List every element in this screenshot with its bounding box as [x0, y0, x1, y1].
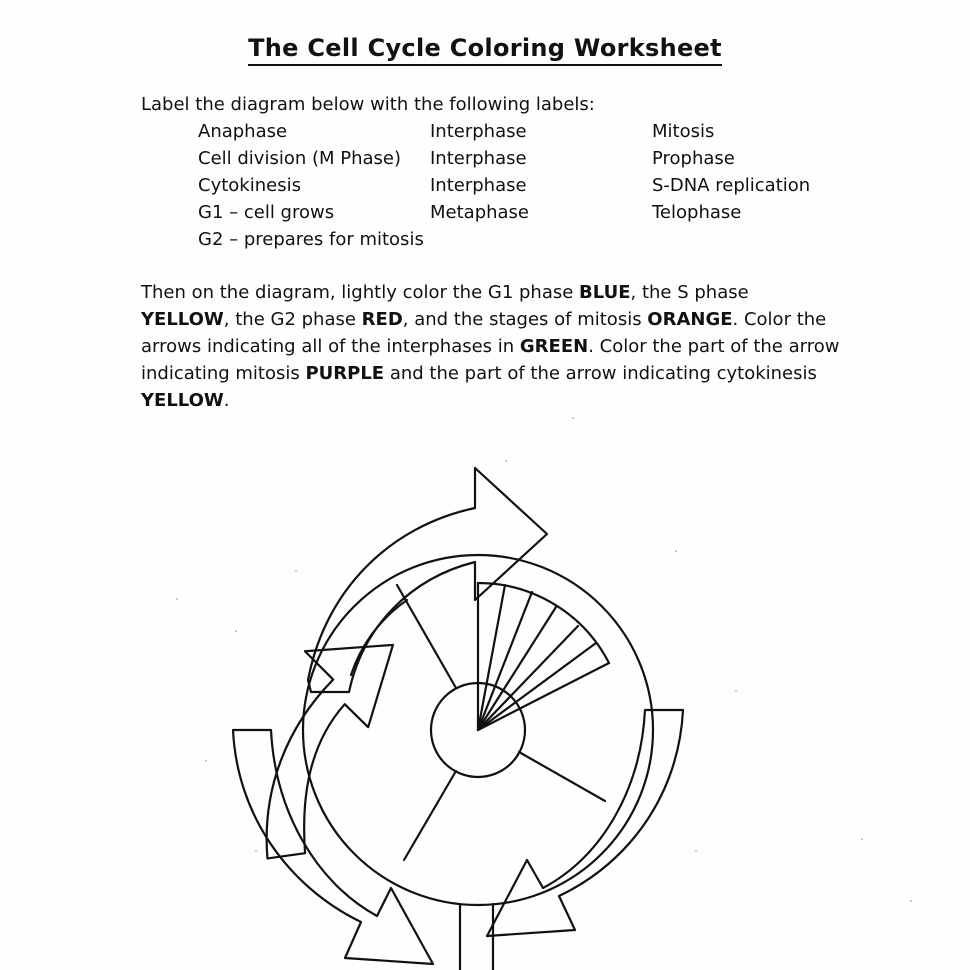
color-word-orange: ORANGE — [647, 309, 733, 330]
speckle — [910, 900, 912, 902]
outer-arrow-left — [240, 639, 420, 858]
text-fragment: , the S phase — [630, 282, 749, 303]
speckle — [255, 850, 257, 852]
outer-arrow-bottom-left — [233, 730, 433, 964]
text-fragment: . — [223, 390, 230, 411]
color-word-yellow: YELLOW — [141, 309, 224, 330]
label-cell: Prophase — [652, 148, 735, 169]
label-list — [198, 121, 898, 256]
speckle — [176, 598, 178, 600]
color-word-yellow-2: YELLOW — [141, 390, 224, 411]
speckle — [205, 760, 207, 762]
label-row — [198, 202, 898, 229]
coloring-instructions — [141, 279, 841, 414]
color-word-purple: PURPLE — [305, 363, 385, 384]
outer-arrow-top — [308, 468, 547, 692]
fan-left-arc — [351, 600, 407, 675]
outer-arrow-right — [487, 710, 683, 936]
speckle — [505, 460, 507, 462]
color-word-green: GREEN — [519, 336, 589, 357]
speckle — [572, 417, 574, 419]
text-fragment: . Color the part of the arrow indicating mitosis — [141, 336, 840, 384]
label-cell: Interphase — [430, 121, 527, 142]
color-word-blue: BLUE — [579, 282, 631, 303]
label-cell: G2 – prepares for mitosis — [198, 229, 424, 250]
text-fragment: . Color the arrows indicating all of the interphases in — [141, 309, 827, 357]
label-cell: Anaphase — [198, 121, 288, 142]
cell-cycle-wheel-diagram — [175, 430, 815, 970]
label-cell: Metaphase — [430, 202, 530, 223]
label-cell: G1 – cell grows — [198, 202, 335, 223]
fan-divider — [478, 626, 578, 730]
label-row — [198, 148, 898, 175]
label-row — [198, 229, 898, 256]
label-row — [198, 175, 898, 202]
label-cell: Telophase — [652, 202, 742, 223]
label-cell: Mitosis — [652, 121, 715, 142]
speckle — [861, 838, 863, 840]
text-fragment: Then on the diagram, lightly color the G1 phase — [141, 282, 580, 303]
speckle — [295, 570, 297, 572]
speckle — [695, 850, 697, 852]
speckle — [675, 550, 677, 552]
label-cell: Interphase — [430, 175, 527, 196]
speckle — [235, 630, 237, 632]
page-title-text: The Cell Cycle Coloring Worksheet — [248, 34, 722, 66]
label-cell: Cytokinesis — [198, 175, 301, 196]
speckle — [735, 690, 737, 692]
page-title — [0, 34, 970, 62]
label-row — [198, 121, 898, 148]
sector-divider — [519, 752, 605, 801]
instruction-line: Label the diagram below with the following labels: — [141, 94, 595, 115]
text-fragment: and the part of the arrow indicating cytokinesis — [384, 363, 817, 384]
text-fragment: , the G2 phase — [223, 309, 362, 330]
label-cell: S-DNA replication — [652, 175, 811, 196]
sector-divider — [404, 771, 456, 860]
text-fragment: , and the stages of mitosis — [402, 309, 648, 330]
label-cell: Cell division (M Phase) — [198, 148, 402, 169]
fan-divider — [478, 663, 609, 730]
color-word-red: RED — [361, 309, 403, 330]
label-cell: Interphase — [430, 148, 527, 169]
